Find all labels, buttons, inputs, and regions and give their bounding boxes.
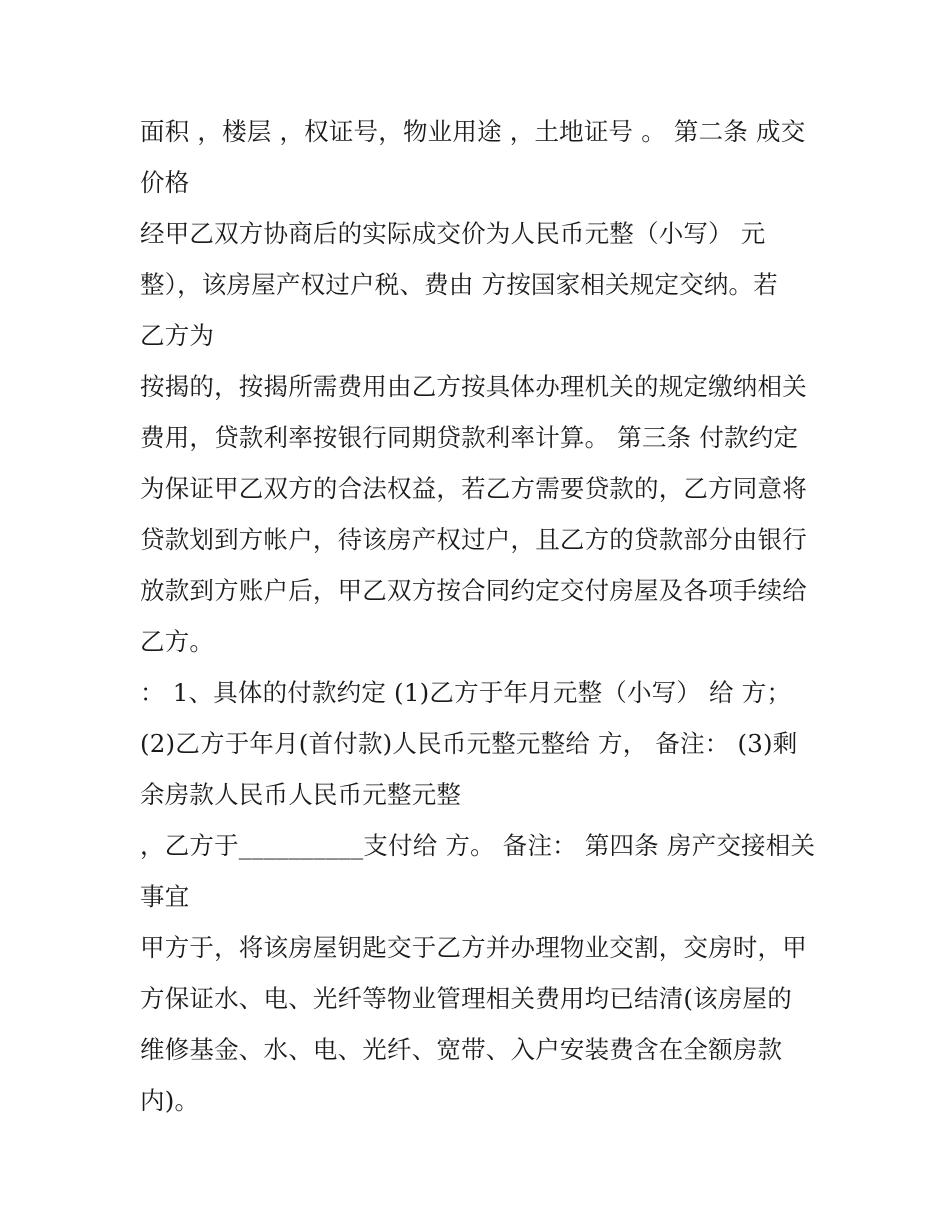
text-line: 为保证甲乙双方的合法权益，若乙方需要贷款的，乙方同意将 bbox=[140, 474, 807, 503]
text-line: 甲方于，将该房屋钥匙交于乙方并办理物业交割，交房时，甲 bbox=[140, 933, 807, 962]
text-line: 费用，贷款利率按银行同期贷款利率计算。 第三条 付款约定 bbox=[140, 423, 799, 452]
text-line: 事宜 bbox=[140, 882, 190, 911]
text-line: 放款到方账户后，甲乙双方按合同约定交付房屋及各项手续给 bbox=[140, 576, 807, 605]
text-line: ： 1、具体的付款约定 (1)乙方于年月元整（小写） 给 方； bbox=[140, 678, 792, 707]
text-line: 维修基金、水、电、光纤、宽带、入户安装费含在全额房款 bbox=[140, 1035, 783, 1064]
text-line: 整），该房屋产权过户税、费由 方按国家相关规定交纳。若 bbox=[140, 270, 778, 299]
text-line: 方保证水、电、光纤等物业管理相关费用均已结清(该房屋的 bbox=[140, 984, 792, 1013]
document-body bbox=[140, 106, 830, 1126]
text-line: 乙方。 bbox=[140, 627, 215, 656]
text-line: 内)。 bbox=[140, 1086, 200, 1115]
text-line: 按揭的，按揭所需费用由乙方按具体办理机关的规定缴纳相关 bbox=[140, 372, 807, 401]
text-line: 乙方为 bbox=[140, 321, 215, 350]
text-line: ，乙方于__________支付给 方。 备注： 第四条 房产交接相关 bbox=[140, 831, 816, 860]
text-line: 价格 bbox=[140, 168, 190, 197]
text-line: 经甲乙双方协商后的实际成交价为人民币元整（小写） 元 bbox=[140, 219, 766, 248]
text-line: (2)乙方于年月(首付款)人民币元整元整给 方， 备注： (3)剩 bbox=[140, 729, 798, 758]
text-line: 贷款划到方帐户，待该房产权过户，且乙方的贷款部分由银行 bbox=[140, 525, 807, 554]
text-line: 余房款人民币人民币元整元整 bbox=[140, 780, 462, 809]
text-line: 面积 ，楼层 ，权证号，物业用途 ，土地证号 。 第二条 成交 bbox=[140, 117, 806, 146]
